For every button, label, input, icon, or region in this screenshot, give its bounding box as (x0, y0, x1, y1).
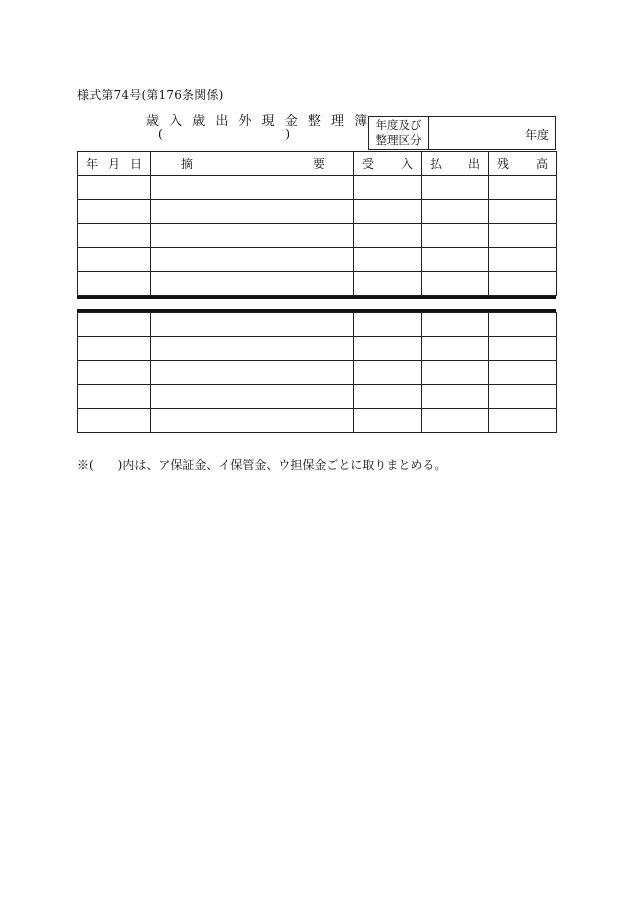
cell-date[interactable] (78, 224, 151, 248)
header-date (78, 152, 151, 176)
cell-receipt[interactable] (354, 272, 422, 296)
header-balance (489, 152, 557, 176)
cell-summary[interactable] (151, 176, 354, 200)
cell-summary[interactable] (151, 313, 354, 337)
table-row (78, 176, 557, 200)
cell-balance[interactable] (489, 224, 557, 248)
cell-summary[interactable] (151, 409, 354, 433)
table-row (78, 409, 557, 433)
cell-payment[interactable] (422, 224, 489, 248)
cell-date[interactable] (78, 409, 151, 433)
cell-summary[interactable] (151, 337, 354, 361)
cell-summary[interactable] (151, 272, 354, 296)
header-summary-1: 摘 (181, 157, 194, 171)
cell-date[interactable] (78, 248, 151, 272)
cell-receipt[interactable] (354, 385, 422, 409)
cell-receipt[interactable] (354, 176, 422, 200)
cell-payment[interactable] (422, 361, 489, 385)
cell-balance[interactable] (489, 248, 557, 272)
cell-receipt[interactable] (354, 313, 422, 337)
page-break-line-top (77, 296, 556, 299)
header-payment-2: 出 (467, 157, 480, 171)
cell-date[interactable] (78, 385, 151, 409)
cell-payment[interactable] (422, 272, 489, 296)
cell-receipt[interactable] (354, 248, 422, 272)
cell-receipt[interactable] (354, 200, 422, 224)
table-row (78, 313, 557, 337)
header-year: 年 (86, 157, 99, 171)
cell-payment[interactable] (422, 176, 489, 200)
cell-date[interactable] (78, 361, 151, 385)
cell-balance[interactable] (489, 272, 557, 296)
table-row (78, 248, 557, 272)
table-row (78, 224, 557, 248)
header-row (78, 152, 557, 176)
cell-balance[interactable] (489, 385, 557, 409)
table-row (78, 337, 557, 361)
cell-payment[interactable] (422, 385, 489, 409)
cell-balance[interactable] (489, 200, 557, 224)
cell-payment[interactable] (422, 409, 489, 433)
fiscal-year-value: 年度 (524, 128, 549, 142)
cell-date[interactable] (78, 337, 151, 361)
cell-balance[interactable] (489, 176, 557, 200)
cell-payment[interactable] (422, 248, 489, 272)
header-payment-1: 払 (430, 157, 443, 171)
header-receipt (354, 152, 422, 176)
cell-summary[interactable] (151, 224, 354, 248)
table-row (78, 361, 557, 385)
ledger-title: 歳 入 歳 出 外 現 金 整 理 簿 (146, 114, 371, 129)
cell-receipt[interactable] (354, 409, 422, 433)
cell-summary[interactable] (151, 200, 354, 224)
cell-summary[interactable] (151, 361, 354, 385)
title-parenthesis (158, 127, 290, 141)
cell-date[interactable] (78, 313, 151, 337)
cell-receipt[interactable] (354, 337, 422, 361)
cell-summary[interactable] (151, 385, 354, 409)
header-day: 日 (129, 157, 142, 171)
cell-date[interactable] (78, 200, 151, 224)
ledger-table-upper (77, 151, 557, 296)
header-payment (422, 152, 489, 176)
cell-summary[interactable] (151, 248, 354, 272)
cell-balance[interactable] (489, 361, 557, 385)
cell-payment[interactable] (422, 337, 489, 361)
header-balance-2: 高 (535, 157, 548, 171)
cell-date[interactable] (78, 176, 151, 200)
fiscal-label-line1: 年度及び (375, 118, 422, 132)
cell-date[interactable] (78, 272, 151, 296)
footnote: ※( )内は、ア保証金、イ保管金、ウ担保金ごとに取りまとめる。 (77, 458, 447, 472)
header-summary (151, 152, 354, 176)
table-row (78, 272, 557, 296)
cell-balance[interactable] (489, 313, 557, 337)
fiscal-year-label (369, 117, 429, 149)
header-receipt-1: 受 (362, 157, 375, 171)
paren-close: ) (285, 127, 290, 141)
header-month: 月 (107, 157, 120, 171)
cell-balance[interactable] (489, 409, 557, 433)
header-summary-2: 要 (312, 157, 325, 171)
cell-receipt[interactable] (354, 361, 422, 385)
table-row (78, 385, 557, 409)
paren-open: ( (158, 127, 163, 141)
form-number: 様式第74号(第176条関係) (77, 88, 224, 102)
fiscal-label-line2: 整理区分 (375, 133, 422, 147)
header-balance-1: 残 (497, 157, 510, 171)
cell-balance[interactable] (489, 337, 557, 361)
header-receipt-2: 入 (400, 157, 413, 171)
cell-payment[interactable] (422, 200, 489, 224)
ledger-table-lower (77, 312, 557, 433)
fiscal-year-box (368, 116, 556, 150)
cell-payment[interactable] (422, 313, 489, 337)
table-row (78, 200, 557, 224)
cell-receipt[interactable] (354, 224, 422, 248)
